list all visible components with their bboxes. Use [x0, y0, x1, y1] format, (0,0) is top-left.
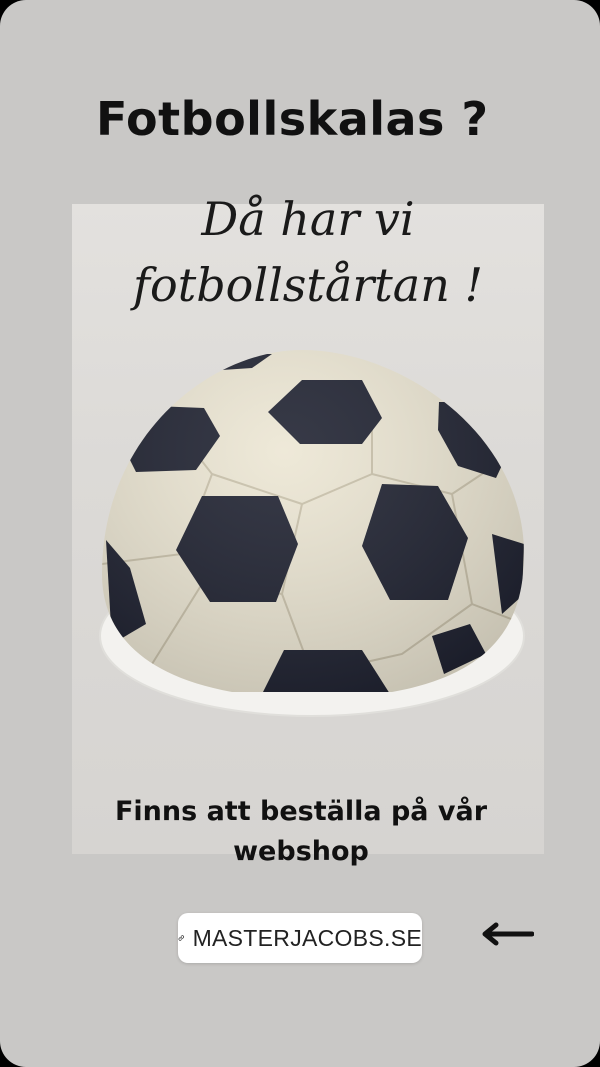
- link-label: MASTERJACOBS.SE: [192, 924, 422, 951]
- link-icon: [178, 925, 185, 951]
- cta-line-2: webshop: [233, 836, 369, 867]
- link-sticker[interactable]: [178, 913, 422, 963]
- left-arrow-icon: [482, 922, 534, 946]
- cta-line-1: Finns att beställa på vår: [114, 796, 488, 827]
- cta-text: [86, 792, 516, 872]
- script-line-1: Då har vi: [201, 192, 415, 246]
- headline: Fotbollskalas ?: [96, 92, 489, 146]
- script-line-2: fotbollstårtan !: [133, 258, 483, 312]
- script-text: [72, 186, 544, 318]
